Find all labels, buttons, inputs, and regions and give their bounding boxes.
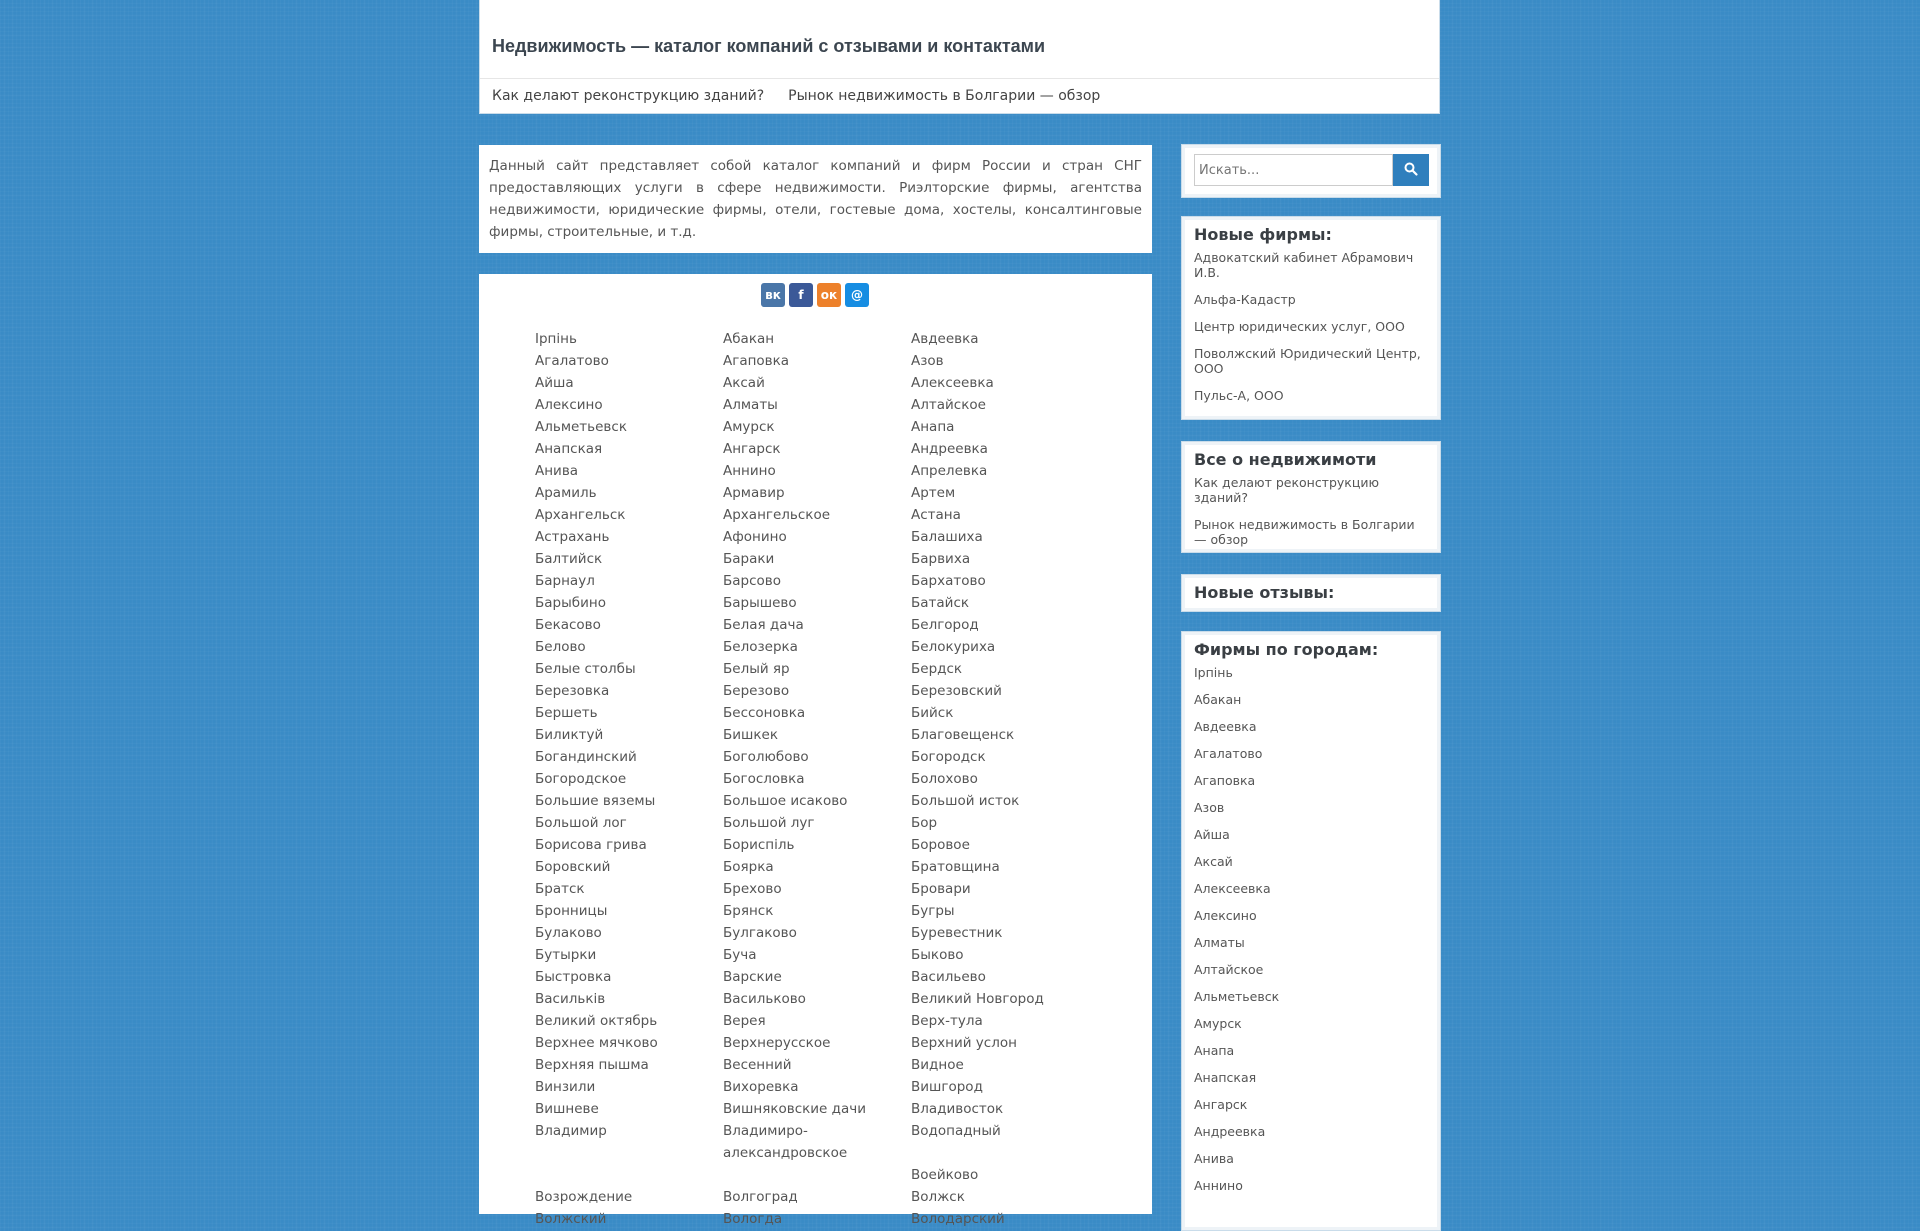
- intro-box: [479, 145, 1152, 253]
- city-widget-link[interactable]: Агалатово: [1194, 746, 1263, 761]
- city-widget-link[interactable]: Альметьевск: [1194, 989, 1280, 1004]
- city-link[interactable]: Владивосток: [911, 1101, 1004, 1117]
- city-link[interactable]: Армавир: [723, 485, 785, 501]
- city-link[interactable]: Батайск: [911, 595, 970, 611]
- city-link[interactable]: Артем: [911, 485, 956, 501]
- city-link: [723, 1164, 911, 1186]
- city-link[interactable]: Бараки: [723, 551, 775, 567]
- city-widget-link[interactable]: Ангарск: [1194, 1097, 1248, 1112]
- city-link[interactable]: Васильків: [535, 991, 606, 1007]
- moimir-icon[interactable]: @: [845, 283, 869, 307]
- cities-title: Фирмы по городам:: [1194, 640, 1379, 659]
- city-link[interactable]: Болохово: [911, 771, 978, 787]
- city-widget-link[interactable]: Анапа: [1194, 1043, 1235, 1058]
- site-header: [479, 0, 1440, 114]
- city-link[interactable]: Борисова грива: [535, 837, 647, 853]
- main-content: [479, 274, 1152, 1227]
- city-link[interactable]: Амурск: [723, 419, 775, 435]
- city-link[interactable]: Архангельское: [723, 507, 831, 523]
- city-link[interactable]: Братовщина: [911, 859, 1000, 875]
- city-widget-link[interactable]: Авдеевка: [1194, 719, 1257, 734]
- city-link[interactable]: Белозерка: [723, 639, 798, 655]
- city-link[interactable]: Белый яр: [723, 661, 790, 677]
- new-firms-list: [1194, 250, 1428, 403]
- city-link[interactable]: Алтайское: [911, 397, 986, 413]
- about-list: [1194, 475, 1428, 547]
- city-link[interactable]: Барвиха: [911, 551, 971, 567]
- city-link[interactable]: Богандинский: [535, 749, 637, 765]
- city-link[interactable]: Агаповка: [723, 353, 790, 369]
- city-widget-link[interactable]: Айша: [1194, 827, 1230, 842]
- city-link[interactable]: Астана: [911, 507, 961, 523]
- city-link[interactable]: Владимир: [535, 1123, 607, 1139]
- city-link[interactable]: Боровое: [911, 837, 970, 853]
- city-link[interactable]: Булгаково: [723, 925, 797, 941]
- city-link[interactable]: Брянск: [723, 903, 774, 919]
- city-link[interactable]: Бронницы: [535, 903, 608, 919]
- search-widget: [1181, 144, 1441, 198]
- city-link[interactable]: Березовка: [535, 683, 610, 699]
- city-link[interactable]: Биликтуй: [535, 727, 604, 743]
- city-link[interactable]: Альметьевск: [535, 419, 627, 435]
- city-link[interactable]: Бессоновка: [723, 705, 806, 721]
- city-link: [535, 1164, 723, 1186]
- city-link[interactable]: Бишкек: [723, 727, 779, 743]
- about-title: Все о недвижимоти: [1194, 450, 1377, 469]
- city-link[interactable]: Алматы: [723, 397, 778, 413]
- city-link[interactable]: Васильево: [911, 969, 986, 985]
- main-nav: [492, 88, 1100, 104]
- city-link[interactable]: Аннино: [723, 463, 776, 479]
- city-widget-link[interactable]: Ірпінь: [1194, 665, 1233, 680]
- city-link[interactable]: Волжск: [911, 1189, 965, 1205]
- search-button[interactable]: [1393, 154, 1429, 186]
- cities-widget-list: [1194, 665, 1428, 1193]
- city-link[interactable]: Володарский: [911, 1211, 1005, 1227]
- new-firm-link[interactable]: Поволжский Юридический Центр, ООО: [1194, 346, 1421, 376]
- city-link[interactable]: Воейково: [911, 1167, 979, 1183]
- city-link[interactable]: Боярка: [723, 859, 774, 875]
- city-link[interactable]: Балашиха: [911, 529, 983, 545]
- city-link[interactable]: Андреевка: [911, 441, 988, 457]
- nav-link-bulgaria[interactable]: Рынок недвижимость в Болгарии — обзор: [788, 88, 1101, 104]
- city-link[interactable]: Буча: [723, 947, 757, 963]
- city-link[interactable]: Владимиро-александровское: [723, 1123, 848, 1161]
- city-link[interactable]: Большой луг: [723, 815, 815, 831]
- city-link[interactable]: Бийск: [911, 705, 954, 721]
- city-widget-link[interactable]: Азов: [1194, 800, 1225, 815]
- city-link[interactable]: Белокуриха: [911, 639, 996, 655]
- city-link[interactable]: Волжский: [535, 1211, 607, 1227]
- city-link[interactable]: Братск: [535, 881, 585, 897]
- nav-link-reconstruction[interactable]: Как делают реконструкцию зданий?: [492, 88, 765, 104]
- new-firm-link[interactable]: Пульс-А, ООО: [1194, 388, 1284, 403]
- city-link[interactable]: Брехово: [723, 881, 782, 897]
- city-link[interactable]: Вишняковские дачи: [723, 1101, 867, 1117]
- city-link[interactable]: Большое исаково: [723, 793, 848, 809]
- new-firm-link[interactable]: Адвокатский кабинет Абрамович И.В.: [1194, 250, 1414, 280]
- city-link[interactable]: Барышево: [723, 595, 797, 611]
- city-link[interactable]: Богородск: [911, 749, 986, 765]
- city-widget-link[interactable]: Алексино: [1194, 908, 1257, 923]
- city-link[interactable]: Аксай: [723, 375, 765, 391]
- vk-icon[interactable]: вк: [761, 283, 785, 307]
- city-link[interactable]: Верхний услон: [911, 1035, 1017, 1051]
- city-link[interactable]: Авдеевка: [911, 331, 979, 347]
- new-firms-widget: [1181, 216, 1441, 420]
- city-link[interactable]: Большие вяземы: [535, 793, 656, 809]
- city-link[interactable]: Анапская: [535, 441, 603, 457]
- city-link[interactable]: Бархатово: [911, 573, 986, 589]
- city-link[interactable]: Анива: [535, 463, 579, 479]
- city-link[interactable]: Анапа: [911, 419, 955, 435]
- city-link[interactable]: Бекасово: [535, 617, 601, 633]
- city-link[interactable]: Видное: [911, 1057, 964, 1073]
- city-link[interactable]: Благовещенск: [911, 727, 1015, 743]
- city-link[interactable]: Барыбино: [535, 595, 606, 611]
- city-link[interactable]: Васильково: [723, 991, 806, 1007]
- about-link[interactable]: Рынок недвижимость в Болгарии — обзор: [1194, 517, 1415, 547]
- city-link[interactable]: Верея: [723, 1013, 766, 1029]
- city-link[interactable]: Вихоревка: [723, 1079, 799, 1095]
- city-link[interactable]: Большой лог: [535, 815, 627, 831]
- city-widget-link[interactable]: Алтайское: [1194, 962, 1264, 977]
- city-link[interactable]: Возрождение: [535, 1189, 633, 1205]
- city-widget-link[interactable]: Агаповка: [1194, 773, 1256, 788]
- city-link[interactable]: Белово: [535, 639, 586, 655]
- city-link[interactable]: Вишневе: [535, 1101, 599, 1117]
- about-link[interactable]: Как делают реконструкцию зданий?: [1194, 475, 1380, 505]
- city-link[interactable]: Вишгород: [911, 1079, 983, 1095]
- city-link[interactable]: Ірпінь: [535, 331, 577, 347]
- city-link[interactable]: Афонино: [723, 529, 787, 545]
- city-link[interactable]: Арамиль: [535, 485, 597, 501]
- city-link[interactable]: Бершеть: [535, 705, 598, 721]
- city-link[interactable]: Боровский: [535, 859, 611, 875]
- city-link[interactable]: Бориспіль: [723, 837, 795, 853]
- city-link[interactable]: Абакан: [723, 331, 775, 347]
- new-firms-title: Новые фирмы:: [1194, 225, 1332, 244]
- search-icon: [1404, 162, 1418, 176]
- city-link[interactable]: Буревестник: [911, 925, 1003, 941]
- city-link[interactable]: Верхняя пышма: [535, 1057, 649, 1073]
- city-link[interactable]: Агалатово: [535, 353, 609, 369]
- city-link[interactable]: Бор: [911, 815, 938, 831]
- city-link[interactable]: Барнаул: [535, 573, 595, 589]
- search-input[interactable]: [1194, 154, 1393, 186]
- about-widget: [1181, 441, 1441, 553]
- city-link[interactable]: Быстровка: [535, 969, 612, 985]
- reviews-title: Новые отзывы:: [1194, 583, 1335, 602]
- city-list: [535, 328, 1099, 1230]
- city-widget-link[interactable]: Аннино: [1194, 1178, 1243, 1193]
- city-link[interactable]: Азов: [911, 353, 944, 369]
- city-link[interactable]: Большой исток: [911, 793, 1020, 809]
- city-link[interactable]: Великий Новгород: [911, 991, 1044, 1007]
- city-link[interactable]: Белые столбы: [535, 661, 636, 677]
- city-link[interactable]: Алексеевка: [911, 375, 994, 391]
- share-buttons: [761, 283, 869, 307]
- city-link[interactable]: Волгоград: [723, 1189, 798, 1205]
- city-widget-link[interactable]: Амурск: [1194, 1016, 1242, 1031]
- city-link[interactable]: Алексино: [535, 397, 603, 413]
- city-widget-link[interactable]: Алексеевка: [1194, 881, 1271, 896]
- city-link[interactable]: Вологда: [723, 1211, 783, 1227]
- city-link[interactable]: Березово: [723, 683, 790, 699]
- city-link[interactable]: Водопадный: [911, 1123, 1001, 1139]
- city-link[interactable]: Верхнее мячково: [535, 1035, 658, 1051]
- city-link[interactable]: Бутырки: [535, 947, 597, 963]
- city-link[interactable]: Богородское: [535, 771, 627, 787]
- new-firm-link[interactable]: Альфа-Кадастр: [1194, 292, 1296, 307]
- city-widget-link[interactable]: Алматы: [1194, 935, 1245, 950]
- odnoklassniki-icon[interactable]: ок: [817, 283, 841, 307]
- city-link[interactable]: Булаково: [535, 925, 602, 941]
- city-link[interactable]: Архангельск: [535, 507, 626, 523]
- city-link[interactable]: Барсово: [723, 573, 782, 589]
- reviews-widget: [1181, 574, 1441, 612]
- city-link[interactable]: Астрахань: [535, 529, 610, 545]
- facebook-icon[interactable]: f: [789, 283, 813, 307]
- city-widget-link[interactable]: Анапская: [1194, 1070, 1257, 1085]
- city-link[interactable]: Верх-тула: [911, 1013, 983, 1029]
- city-widget-link[interactable]: Анива: [1194, 1151, 1234, 1166]
- city-link[interactable]: Бровари: [911, 881, 971, 897]
- city-link[interactable]: Варские: [723, 969, 782, 985]
- city-link[interactable]: Весенний: [723, 1057, 792, 1073]
- city-link[interactable]: Великий октябрь: [535, 1013, 658, 1029]
- city-link[interactable]: Бердск: [911, 661, 963, 677]
- city-widget-link[interactable]: Андреевка: [1194, 1124, 1266, 1139]
- city-link[interactable]: Ангарск: [723, 441, 781, 457]
- city-widget-link[interactable]: Абакан: [1194, 692, 1242, 707]
- city-link[interactable]: Белая дача: [723, 617, 804, 633]
- city-widget-link[interactable]: Аксай: [1194, 854, 1233, 869]
- city-link[interactable]: Быково: [911, 947, 964, 963]
- intro-text: Данный сайт представляет собой каталог компаний и фирм России и стран СНГ предоставляющих услуги в сфере недвижимости. Риэлторские фирмы, агентства недвижимости, юридические фирмы, отели, гостевые дома, хостелы, консалтинговые фирмы, строительные, и т.д.: [489, 158, 1142, 240]
- city-link[interactable]: Белгород: [911, 617, 979, 633]
- city-link[interactable]: Верхнерусское: [723, 1035, 831, 1051]
- city-link[interactable]: Винзили: [535, 1079, 596, 1095]
- new-firm-link[interactable]: Центр юридических услуг, ООО: [1194, 319, 1405, 334]
- site-title[interactable]: Недвижимость — каталог компаний с отзывами и контактами: [492, 36, 1046, 56]
- city-link[interactable]: Богословка: [723, 771, 805, 787]
- city-link[interactable]: Балтийск: [535, 551, 603, 567]
- city-link[interactable]: Бугры: [911, 903, 955, 919]
- cities-widget: [1181, 631, 1441, 1231]
- city-link[interactable]: Айша: [535, 375, 574, 391]
- city-link[interactable]: Боголюбово: [723, 749, 809, 765]
- city-link[interactable]: Березовский: [911, 683, 1002, 699]
- header-divider: [480, 78, 1439, 79]
- city-link[interactable]: Апрелевка: [911, 463, 988, 479]
